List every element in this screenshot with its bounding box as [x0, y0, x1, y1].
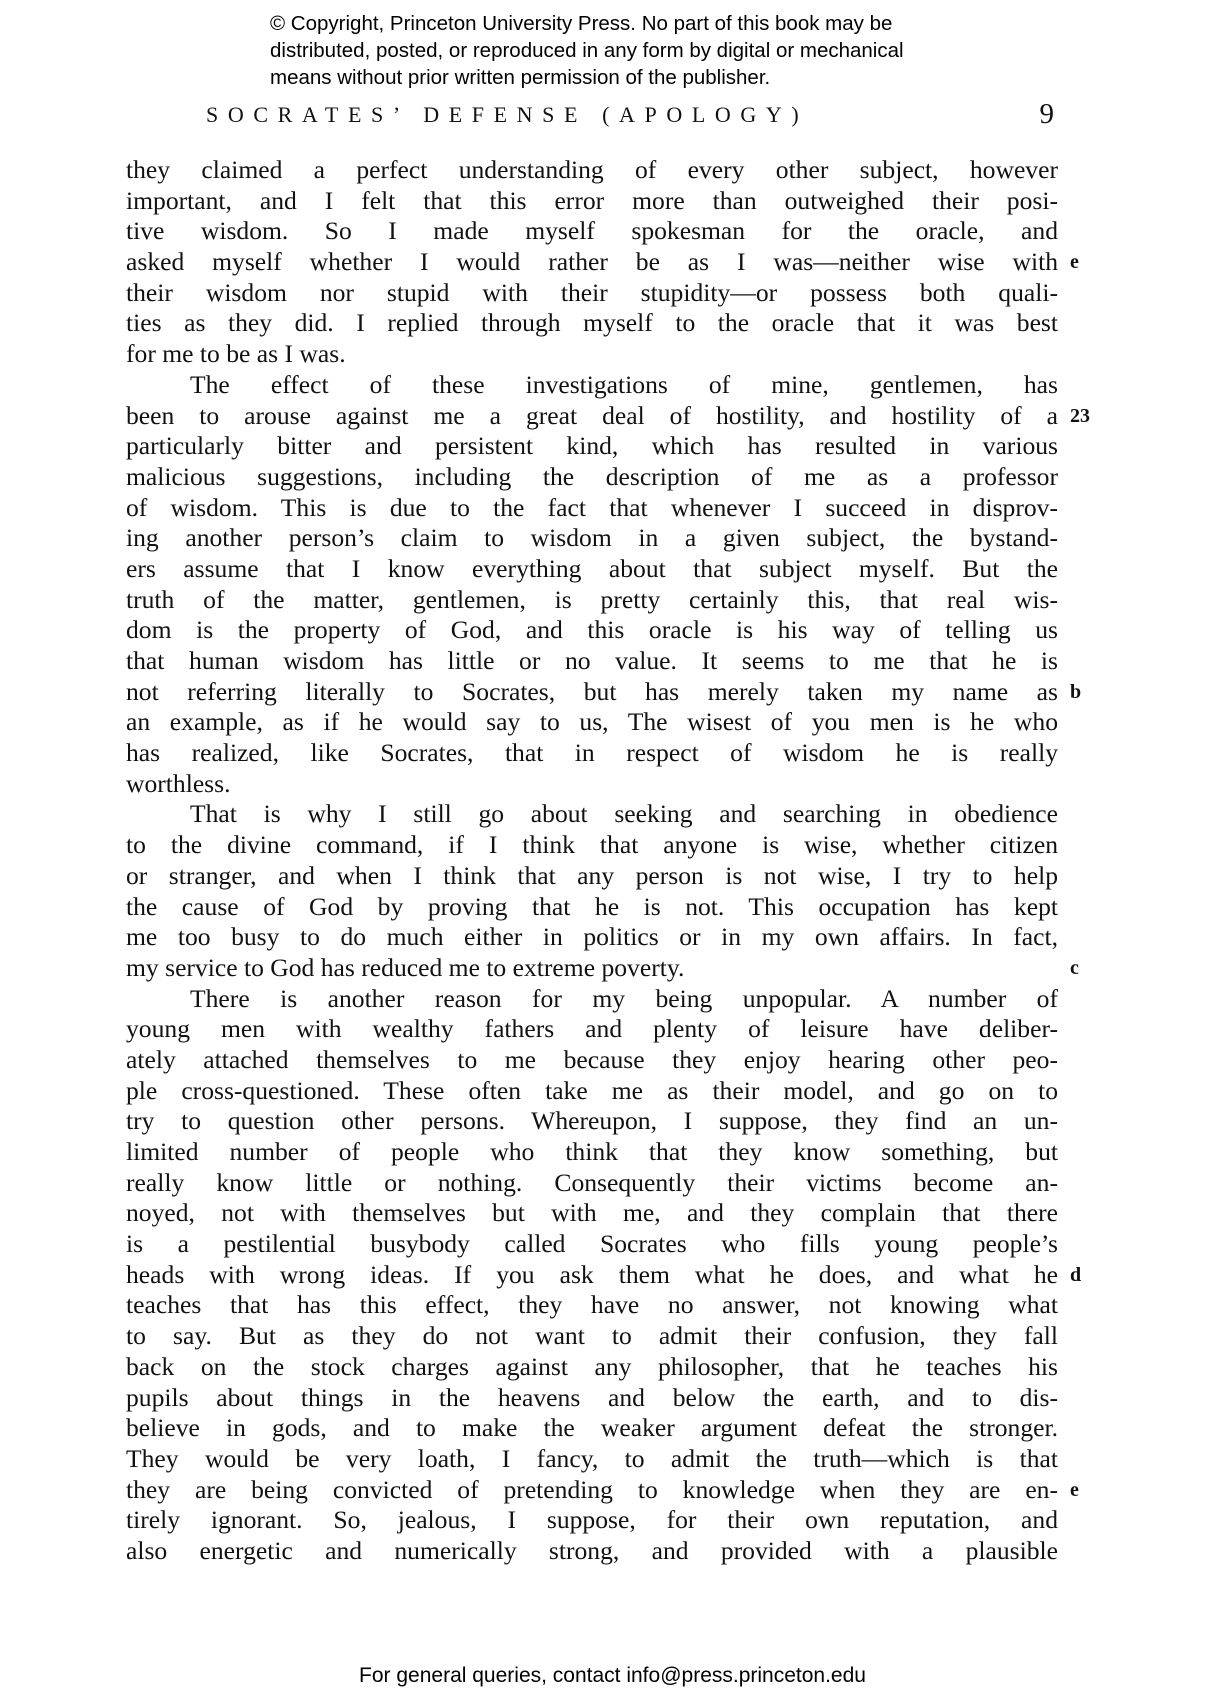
margin-marker: d — [1070, 1264, 1082, 1286]
text-line: not referring literally to Socrates, but has merely taken my name as — [126, 676, 1058, 706]
text-line: to the divine command, if I think that anyone is wise, whether citizen — [126, 830, 1058, 860]
text-line: that human wisdom has little or no value. It seems to me that he is — [126, 646, 1058, 675]
text-line: an example, as if he would say to us, The wisest of you men is he who — [126, 707, 1058, 737]
text-line: also energetic and numerically strong, and provided with a plausible — [126, 1535, 1058, 1565]
text-line: has realized, like Socrates, that in respect of wisdom he is really — [126, 738, 1058, 768]
text-line: pupils about things in the heavens and below the earth, and to dis- — [126, 1382, 1058, 1412]
text-line: back on the stock charges against any philosopher, that he teaches his — [126, 1351, 1058, 1381]
text-line: malicious suggestions, including the description of me as a professor — [126, 461, 1058, 491]
text-line: to say. But as they do not want to admit their confusion, they fall — [126, 1321, 1058, 1351]
text-line: they claimed a perfect understanding of every other subject, however — [126, 155, 1058, 184]
text-line: ately attached themselves to me because they enjoy hearing other peo- — [126, 1044, 1058, 1074]
text-line: heads with wrong ideas. If you ask them what he does, and what he — [126, 1259, 1058, 1289]
text-line: my service to God has reduced me to extreme poverty. — [126, 952, 685, 982]
footer-contact: For general queries, contact info@press.princeton.edu — [359, 1664, 866, 1687]
text-line: been to arouse against me a great deal of hostility, and hostility of a — [126, 400, 1058, 430]
text-line: try to question other persons. Whereupon, I suppose, they find an un- — [126, 1106, 1058, 1136]
text-line: truth of the matter, gentlemen, is pretty certainly this, that real wis- — [126, 584, 1058, 614]
running-head — [206, 100, 1054, 140]
running-title: SOCRATES’ DEFENSE (APOLOGY) — [206, 102, 809, 127]
copyright-notice — [270, 10, 990, 91]
text-line: There is another reason for my being unpopular. A number of — [190, 983, 1058, 1013]
text-line: They would be very loath, I fancy, to admit the truth—which is that — [126, 1443, 1058, 1473]
text-line: of wisdom. This is due to the fact that whenever I succeed in disprov- — [126, 492, 1058, 522]
text-line: or stranger, and when I think that any person is not wise, I try to help — [126, 860, 1058, 890]
copyright-line: © Copyright, Princeton University Press. No part of this book may be — [270, 12, 893, 35]
text-line: they are being convicted of pretending to knowledge when they are en- — [126, 1474, 1058, 1504]
margin-marker: c — [1070, 957, 1079, 979]
text-line: really know little or nothing. Consequently their victims become an- — [126, 1167, 1058, 1197]
text-line: teaches that has this effect, they have no answer, not knowing what — [126, 1290, 1058, 1320]
text-line: dom is the property of God, and this oracle is his way of telling us — [126, 615, 1058, 645]
text-line: for me to be as I was. — [126, 339, 346, 369]
text-line: the cause of God by proving that he is not. This occupation has kept — [126, 891, 1058, 921]
text-line: their wisdom nor stupid with their stupidity—or possess both quali- — [126, 277, 1058, 307]
text-line: worthless. — [126, 768, 231, 798]
body-text — [126, 155, 1058, 1567]
margin-marker: b — [1070, 681, 1082, 703]
margin-marker: 23 — [1070, 405, 1090, 427]
text-line: ties as they did. I replied through myself to the oracle that it was best — [126, 308, 1058, 338]
text-line: ers assume that I know everything about that subject myself. But the — [126, 553, 1058, 583]
text-line: believe in gods, and to make the weaker argument defeat the stronger. — [126, 1413, 1058, 1443]
text-line: particularly bitter and persistent kind, which has resulted in various — [126, 431, 1058, 461]
page-number: 9 — [1039, 98, 1054, 130]
copyright-line: means without prior written permission of the publisher. — [270, 66, 771, 89]
text-line: asked myself whether I would rather be as I was—neither wise with — [126, 247, 1058, 277]
text-line: The effect of these investigations of mine, gentlemen, has — [190, 369, 1058, 399]
margin-marker: e — [1070, 251, 1079, 273]
text-line: tive wisdom. So I made myself spokesman for the oracle, and — [126, 216, 1058, 246]
text-line: young men with wealthy fathers and plenty of leisure have deliber- — [126, 1014, 1058, 1044]
copyright-line: distributed, posted, or reproduced in any form by digital or mechanical — [270, 39, 904, 62]
text-line: noyed, not with themselves but with me, and they complain that there — [126, 1198, 1058, 1228]
text-line: important, and I felt that this error more than outweighed their posi- — [126, 185, 1058, 215]
text-line: That is why I still go about seeking and searching in obedience — [190, 799, 1058, 829]
text-line: limited number of people who think that they know something, but — [126, 1137, 1058, 1166]
text-line: is a pestilential busybody called Socrates who fills young people’s — [126, 1229, 1058, 1259]
text-line: ple cross-questioned. These often take me as their model, and go on to — [126, 1075, 1058, 1105]
text-line: tirely ignorant. So, jealous, I suppose, for their own reputation, and — [126, 1505, 1058, 1535]
text-line: ing another person’s claim to wisdom in a given subject, the bystand- — [126, 523, 1058, 553]
margin-marker: e — [1070, 1479, 1079, 1501]
text-line: me too busy to do much either in politics or in my own affairs. In fact, — [126, 922, 1058, 952]
